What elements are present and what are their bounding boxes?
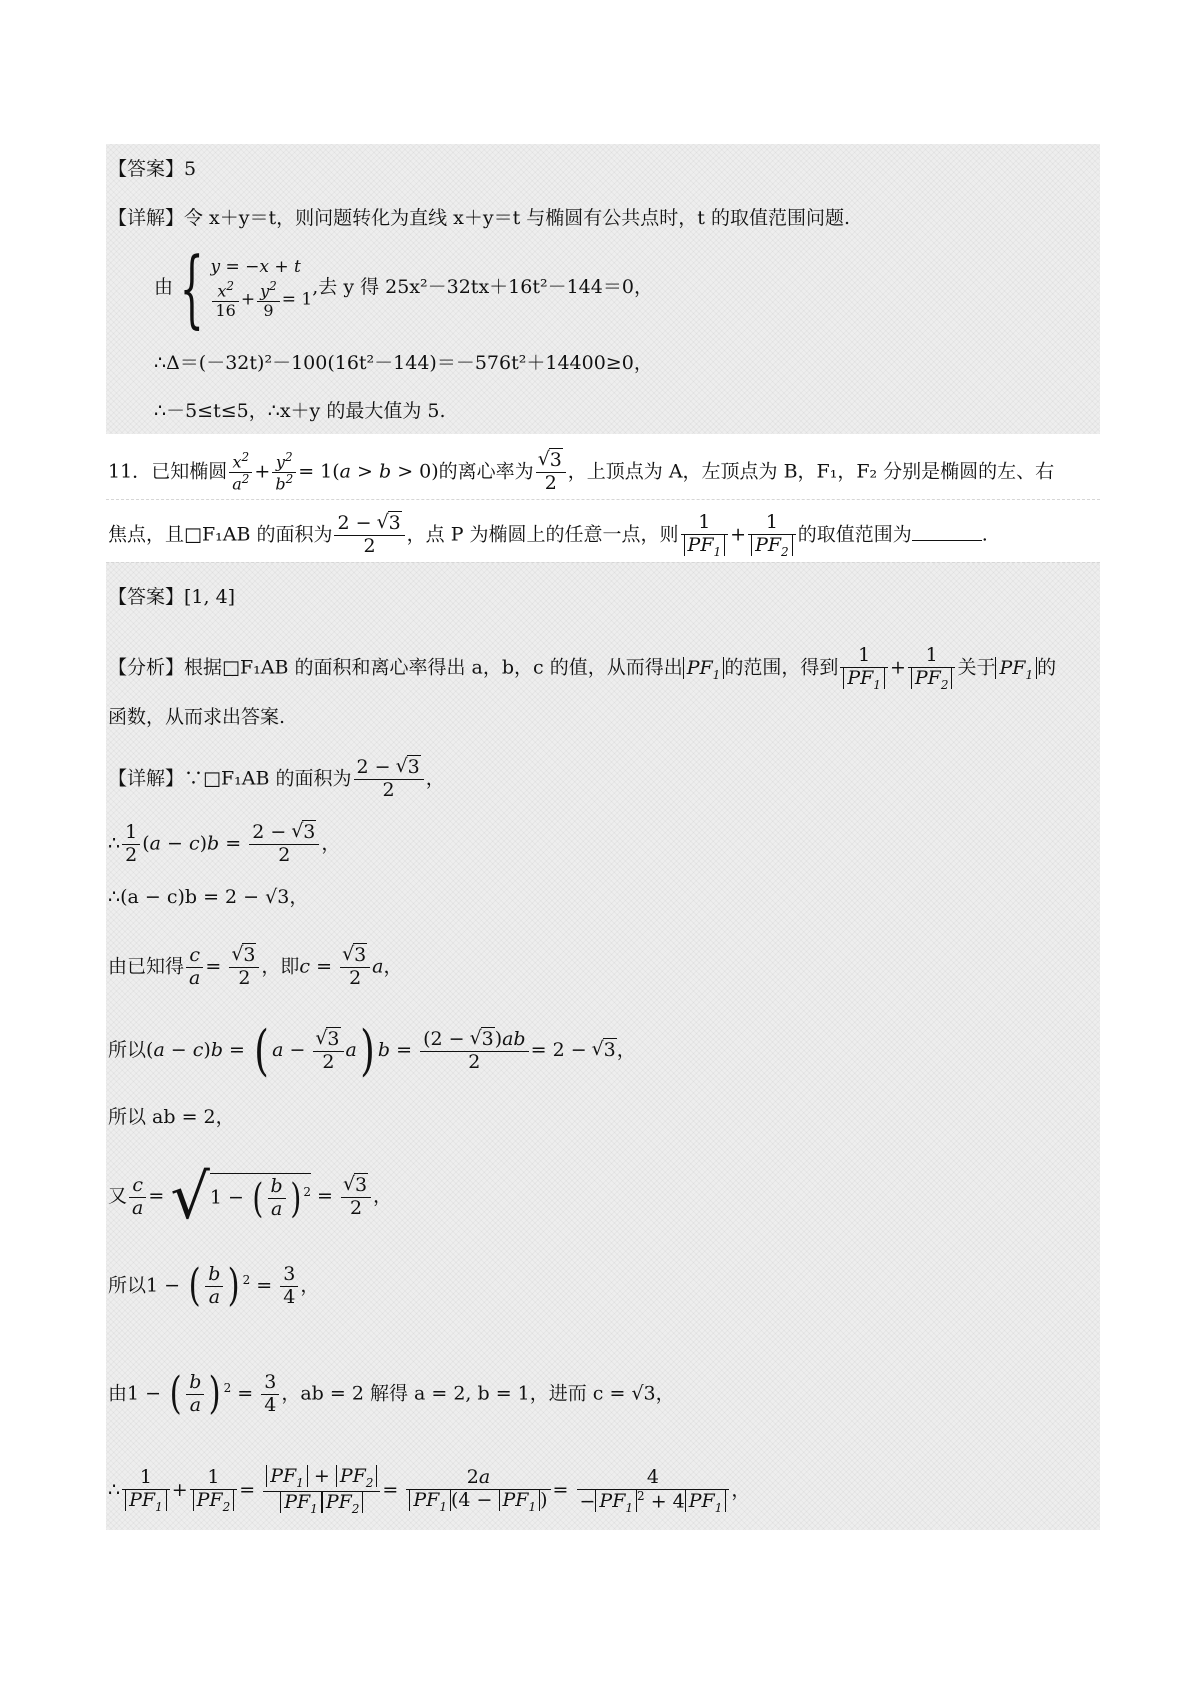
math: $\frac{4}{- PF_1^2 + 4 PF_1}$ bbox=[577, 1467, 730, 1516]
text: ，ab = 2 解得 a = 2, b = 1，进而 c = √3， bbox=[281, 1382, 675, 1405]
math: √ $\frac{3}{2}$ bbox=[536, 450, 566, 495]
discriminant-line: ∴Δ＝(－32t)²－100(16t²－144)＝－576t²＋14400≥0， bbox=[154, 352, 653, 374]
text: 的范围，得到 bbox=[724, 656, 839, 679]
answer-value: [1, 4] bbox=[184, 586, 236, 608]
text: 由 bbox=[108, 1382, 128, 1405]
text: ∵□F₁AB 的面积为 bbox=[184, 767, 352, 790]
text: 焦点，且□F₁AB 的面积为 bbox=[108, 523, 333, 546]
text: 已知椭圆 bbox=[151, 460, 228, 483]
text: 的 bbox=[1037, 656, 1057, 679]
question-line: 11．已知椭圆 $\frac{x^2}{a^2}$ + $\frac{y^2}{b^2}$ = 1(a > b > 0)的离心率为 √ $\frac{3}{2}$ ，上顶点为 A，左顶点为 B，F₁，F₂ 分别是椭圆的左、右 bbox=[108, 450, 1054, 495]
math: $\frac{b}{a}$ bbox=[186, 1372, 204, 1417]
math: $\frac{3}{4}$ bbox=[280, 1264, 298, 1309]
text: ，点 P 为椭圆上的任意一点，则 bbox=[406, 523, 679, 546]
analysis-line: 【分析】根据□F₁AB 的面积和离心率得出 a，b，c 的值，从而得出 $PF_1$ 的范围，得到 $\frac{1}{PF_1}$ + $\frac{1}{PF_2}$ 关于 $PF_1$ 的 bbox=[108, 644, 1057, 692]
math: $\frac{1}{2}$ bbox=[122, 822, 140, 867]
detail-line: 所以(a − c)b = ( a − √ $\frac{3}{2}$ a) b = $\frac{(2 - √ 3)ab}{2}$ = 2 − √ 3， bbox=[108, 1024, 636, 1078]
text: 所以 bbox=[108, 1039, 147, 1061]
detail-line bbox=[108, 207, 850, 230]
detail-line: 由已知得 $\frac{c}{a}$ = √ $\frac{3}{2}$ ，即c = √ $\frac{3}{2}$ a， bbox=[108, 945, 403, 990]
text: ，上顶点为 A，左顶点为 B，F₁，F₂ 分别是椭圆的左、右 bbox=[567, 460, 1055, 483]
math: $\frac{y^2}{b^2}$ bbox=[272, 451, 296, 493]
math: $\frac{2 - √ 3}{2}$ bbox=[249, 822, 319, 867]
detail-line: 又 $\frac{c}{a}$ = √1 − ( $\frac{b}{a}$ ) $^2$ = √ $\frac{3}{2}$ ， bbox=[108, 1166, 392, 1228]
math: $\frac{3}{4}$ bbox=[261, 1372, 279, 1417]
text: 的取值范围为 bbox=[797, 523, 912, 546]
math: $\frac{1}{PF_2}$ bbox=[908, 645, 956, 692]
math: $\frac{2 - √ 3}{2}$ bbox=[334, 513, 404, 558]
detail-text: 令 x＋y＝t，则问题转化为直线 x＋y＝t 与椭圆有公共点时，t 的取值范围问题. bbox=[184, 207, 851, 229]
detail-tag: 【详解】 bbox=[108, 767, 185, 790]
math: √ $\frac{3}{2}$ bbox=[341, 1175, 371, 1220]
text: 所以 bbox=[108, 1274, 147, 1297]
answer-blank bbox=[912, 522, 982, 541]
text: ， bbox=[425, 767, 445, 790]
question-line: 焦点，且□F₁AB 的面积为 $\frac{2 - √ 3}{2}$ ，点 P 为椭圆上的任意一点，则 $\frac{1}{PF_1}$ + $\frac{1}{PF_2}$ 的取值范围为 . bbox=[108, 512, 988, 559]
text: 由已知得 bbox=[108, 955, 185, 978]
math: $\frac{(2 - √ 3)ab}{2}$ bbox=[420, 1029, 529, 1074]
math: $PF_1$ bbox=[995, 657, 1037, 679]
detail-line: ∴ $\frac{1}{2}$ (a − c)b = $\frac{2 - √ 3}{2}$ ， bbox=[108, 822, 340, 867]
math: √ $\frac{3}{2}$ bbox=[340, 945, 370, 990]
math: $\frac{2a}{PF_1 (4 - PF_1 )}$ bbox=[406, 1467, 550, 1514]
detail-line: 由1 − ( $\frac{b}{a}$ ) $^2$ = $\frac{3}{4}$ ，ab = 2 解得 a = 2, b = 1，进而 c = √3， bbox=[108, 1368, 675, 1420]
detail-line bbox=[108, 757, 445, 802]
dashed-separator bbox=[106, 499, 1100, 500]
math: $\frac{PF_1 + PF_2}{PF_1 PF_2}$ bbox=[263, 1466, 380, 1516]
detail-line: ∴ $\frac{1}{PF_1}$ + $\frac{1}{PF_2}$ = $\frac{PF_1 + PF_2}{PF_1 PF_2}$ = $\frac{2a}{PF_1 (4 - PF_1 )}$ = $\frac{4}{- PF_1^2 + 4 PF_1}$ ， bbox=[108, 1465, 751, 1516]
question-number: 11． bbox=[108, 460, 152, 483]
detail-line: 所以1 − ( $\frac{b}{a}$ ) $^2$ = $\frac{3}{4}$ ， bbox=[108, 1260, 320, 1312]
detail-line: ∴(a − c)b = 2 − √3， bbox=[108, 886, 309, 908]
text: . bbox=[981, 523, 988, 546]
detail-tag: 【详解】 bbox=[108, 207, 185, 229]
text: ，即 bbox=[261, 955, 300, 978]
equation-system-line bbox=[154, 239, 653, 337]
math: $\frac{1}{PF_1}$ bbox=[681, 512, 729, 559]
math: $\frac{c}{a}$ bbox=[129, 1175, 146, 1220]
text: 由 bbox=[154, 276, 174, 298]
math: $\frac{1}{PF_1}$ bbox=[122, 1467, 170, 1514]
math: $\frac{1}{PF_2}$ bbox=[190, 1467, 238, 1514]
text: 的离心率为 bbox=[438, 460, 534, 483]
detail-line: 所以 ab = 2， bbox=[108, 1106, 235, 1128]
math: √ $\frac{3}{2}$ bbox=[313, 1029, 343, 1074]
math: $\frac{b}{a}$ bbox=[268, 1176, 286, 1221]
analysis-tag: 【分析】 bbox=[108, 656, 185, 679]
math: $\frac{x^2}{a^2}$ bbox=[229, 451, 252, 493]
answer-value: 5 bbox=[184, 158, 197, 180]
text: ∴ bbox=[108, 832, 121, 855]
math: $\frac{1}{PF_2}$ bbox=[748, 512, 796, 559]
text: ∴ bbox=[108, 1479, 121, 1502]
answer-tag: 【答案】 bbox=[108, 586, 185, 608]
text: 关于 bbox=[957, 656, 996, 679]
system-row: y = −x + t bbox=[210, 257, 301, 278]
text: 根据□F₁AB 的面积和离心率得出 a，b，c 的值，从而得出 bbox=[184, 656, 683, 679]
brace: { bbox=[179, 239, 204, 337]
system-row: $\frac{x^2}{16}$ + $\frac{y^2}{9}$ = 1 bbox=[210, 280, 312, 320]
analysis-line: 函数，从而求出答案. bbox=[108, 706, 286, 728]
conclusion-line: ∴－5≤t≤5，∴x＋y 的最大值为 5. bbox=[154, 400, 446, 422]
answer-line bbox=[108, 586, 235, 609]
text: 又 bbox=[108, 1185, 128, 1207]
equation-system bbox=[210, 256, 312, 320]
math: $\frac{2 - √ 3}{2}$ bbox=[354, 757, 424, 802]
math: $\frac{1}{PF_1}$ bbox=[840, 645, 888, 692]
math: $PF_1$ bbox=[683, 657, 725, 679]
math: $\frac{c}{a}$ bbox=[186, 945, 203, 990]
math: $\frac{b}{a}$ bbox=[205, 1264, 223, 1309]
text: ,去 y 得 25x²－32tx＋16t²－144＝0， bbox=[312, 276, 653, 298]
dashed-separator bbox=[106, 562, 1100, 563]
answer-tag: 【答案】 bbox=[108, 158, 185, 180]
answer-line bbox=[108, 158, 196, 181]
math: √ $\frac{3}{2}$ bbox=[229, 945, 259, 990]
